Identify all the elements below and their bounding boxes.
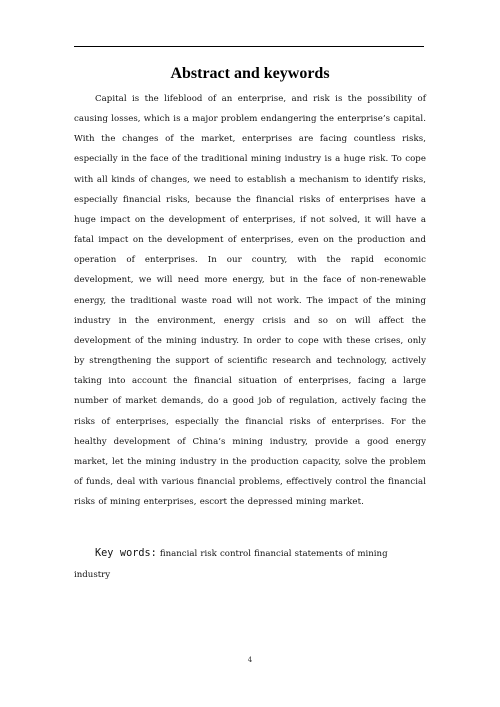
header-rule <box>74 46 424 47</box>
page-title: Abstract and keywords <box>170 65 330 82</box>
keywords-paragraph <box>74 543 426 586</box>
page-number: 4 <box>247 656 253 664</box>
keywords-label: Key words: <box>95 548 157 559</box>
keywords-text: financial risk control financial statements of mining industry <box>74 549 388 580</box>
abstract-paragraph: Capital is the lifeblood of an enterprise, and risk is the possibility of causing losses, which is a major problem endangering the enterprise’s capital. With the changes of the market, enterprises are facing countless risks, especially in the face of the traditional mining industry is a huge risk. To cope with all kinds of changes, we need to establish a mechanism to identify risks, especially financial risks, because the financial risks of enterprises have a huge impact on the development of enterprises, if not solved, it will have a fatal impact on the development of enterprises, even on the production and operation of enterprises. In our country, with the rapid economic development, we will need more energy, but in the face of non-renewable energy, the traditional waste road will not work. The impact of the mining industry in the environment, energy crisis and so on will affect the development of the mining industry. In order to cope with these crises, only by strengthening the support of scientific research and technology, actively taking into account the financial situation of enterprises, facing a large number of market demands, do a good job of regulation, actively facing the risks of enterprises, especially the financial risks of enterprises. For the healthy development of China’s mining industry, provide a good energy market, let the mining industry in the production capacity, solve the problem of funds, deal with various financial problems, effectively control the financial risks of mining enterprises, escort the depressed mining market. <box>74 94 426 508</box>
